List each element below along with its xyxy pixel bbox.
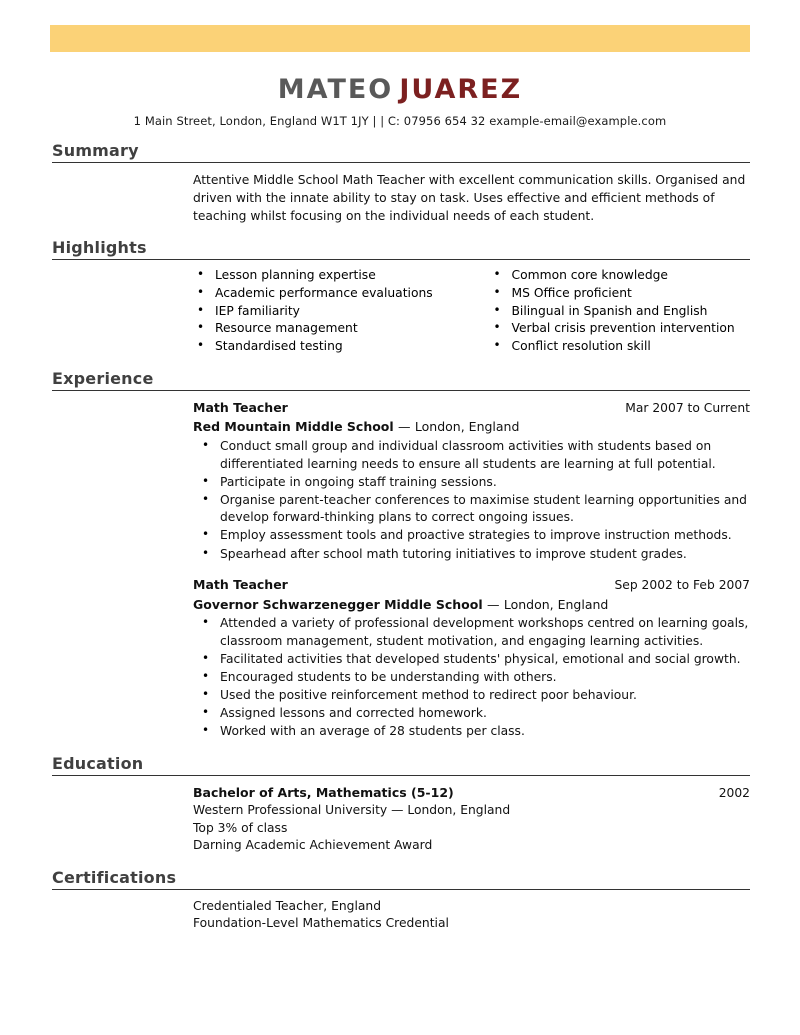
job-bullets (193, 438, 750, 563)
section-divider (52, 775, 750, 776)
certification-item: Foundation-Level Mathematics Credential (193, 916, 449, 931)
list-item: • Spearhead after school math tutoring initiatives to improve student grades. (193, 546, 750, 564)
list-item: • Encouraged students to be understanding with others. (193, 669, 750, 687)
page-title (0, 74, 800, 105)
job-location: London, England (414, 419, 520, 435)
summary-body (193, 163, 750, 225)
list-item: • Verbal crisis prevention intervention (490, 320, 751, 337)
highlights-column-right (490, 267, 751, 356)
certification-item: Credentialed Teacher, England (193, 898, 382, 913)
section-certifications (0, 868, 800, 933)
list-item: • Worked with an average of 28 students per class. (193, 723, 750, 741)
job-dates: Mar 2007 to Current (625, 400, 750, 415)
section-title-education: Education (52, 753, 144, 773)
list-item: • IEP familiarity (193, 303, 454, 320)
job-location: London, England (503, 596, 609, 612)
list-item: • Lesson planning expertise (193, 267, 454, 284)
job-header (193, 576, 750, 595)
section-title-highlights: Highlights (52, 238, 147, 257)
section-divider (52, 162, 750, 163)
education-school: Western Professional University (193, 803, 388, 818)
job-company: Governor Schwarzenegger Middle School (193, 596, 483, 612)
education-year: 2002 (718, 785, 750, 800)
first-name: MATEO (277, 74, 394, 105)
experience-entry (193, 399, 750, 563)
highlights-column-left (193, 267, 454, 356)
list-item: • Common core knowledge (490, 267, 751, 284)
education-extra: Top 3% of class (193, 820, 288, 835)
list-item: • Standardised testing (193, 338, 454, 355)
list-item: • Employ assessment tools and proactive strategies to improve instruction methods. (193, 527, 750, 545)
education-header (193, 784, 750, 803)
education-separator: — (391, 803, 404, 818)
section-title-experience: Experience (52, 368, 154, 388)
section-header (0, 238, 800, 260)
education-body (193, 776, 750, 855)
list-item: • Attended a variety of professional development workshops centred on learning goals, classroom management, student motivation, and engaging learning activities. (193, 615, 750, 650)
resume-content (0, 60, 800, 933)
education-degree: Bachelor of Arts, Mathematics (5-12) (193, 784, 454, 800)
section-summary (0, 141, 800, 225)
section-header (0, 754, 800, 776)
list-item: • Conduct small group and individual classroom activities with students based on differentiated learning needs to ensure all students are learning at full potential. (193, 438, 750, 473)
summary-text: Attentive Middle School Math Teacher with excellent communication skills. Organised and driven with the innate ability to stay on task. Uses effective and efficient methods of teaching whilst focusing on the individual needs of each student. (193, 173, 746, 223)
section-highlights (0, 238, 800, 356)
experience-entry (193, 576, 750, 741)
job-separator: — (398, 419, 411, 435)
job-company-line (193, 596, 750, 614)
accent-bar (50, 25, 750, 52)
job-header (193, 399, 750, 418)
list-item: • Academic performance evaluations (193, 285, 454, 302)
section-divider (52, 390, 750, 391)
list-item: • MS Office proficient (490, 285, 751, 302)
education-location: London, England (407, 803, 511, 818)
job-bullets (193, 615, 750, 741)
highlights-list-left (193, 267, 454, 355)
certifications-body (193, 890, 750, 933)
section-header (0, 141, 800, 163)
list-item: • Assigned lessons and corrected homework. (193, 705, 750, 723)
list-item: • Conflict resolution skill (490, 338, 751, 355)
section-experience (0, 369, 800, 741)
education-school-line (193, 802, 750, 820)
job-title: Math Teacher (193, 399, 288, 415)
section-divider (52, 889, 750, 890)
list-item: • Participate in ongoing staff training sessions. (193, 474, 750, 492)
section-title-certifications: Certifications (52, 867, 177, 887)
education-extra: Darning Academic Achievement Award (193, 838, 433, 853)
list-item: • Bilingual in Spanish and English (490, 303, 751, 320)
list-item: • Organise parent-teacher conferences to maximise student learning opportunities and develop forward-thinking plans to correct ongoing issues. (193, 492, 750, 527)
section-header (0, 369, 800, 391)
last-name: JUAREZ (399, 74, 523, 105)
job-dates: Sep 2002 to Feb 2007 (614, 578, 750, 593)
list-item: • Facilitated activities that developed students' physical, emotional and social growth. (193, 651, 750, 669)
contact-info: 1 Main Street, London, England W1T 1JY | | C: 07956 654 32 example-email@example.com (133, 114, 667, 128)
list-item: • Resource management (193, 320, 454, 337)
job-separator: — (486, 596, 500, 612)
job-title: Math Teacher (193, 577, 288, 593)
section-divider (52, 259, 750, 260)
section-education (0, 754, 800, 855)
experience-body (193, 391, 750, 741)
highlights-list-right (490, 267, 751, 355)
highlights-body (193, 260, 750, 356)
section-title-summary: Summary (52, 141, 139, 160)
section-header (0, 868, 800, 890)
job-company: Red Mountain Middle School (193, 419, 394, 435)
job-company-line (193, 418, 750, 436)
list-item: • Used the positive reinforcement method to redirect poor behaviour. (193, 687, 750, 705)
